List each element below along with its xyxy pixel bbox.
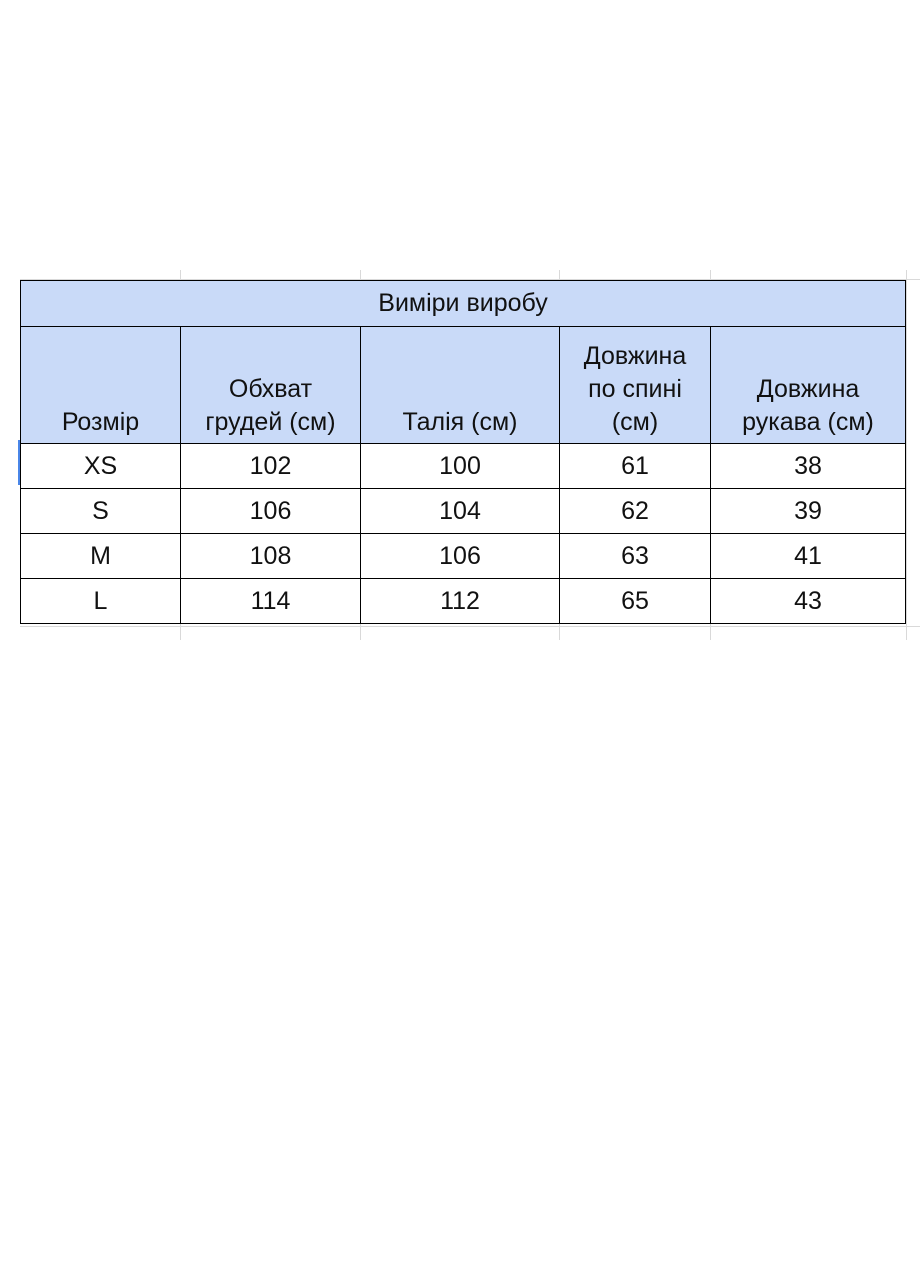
cell-sleeve-length[interactable]: 39 [711,489,906,534]
cell-size[interactable]: M [21,534,181,579]
header-label-line: Обхват [228,375,313,403]
cell-waist[interactable]: 106 [361,534,560,579]
cell-chest[interactable]: 102 [181,444,361,489]
header-back-length[interactable] [560,327,711,444]
cell-sleeve-length[interactable]: 41 [711,534,906,579]
cell-back-length[interactable]: 65 [560,579,711,624]
header-label-line: (см) [611,408,659,436]
size-chart-table [20,280,906,624]
cell-back-length[interactable]: 62 [560,489,711,534]
header-label-line: Талія (см) [402,408,518,436]
table-title[interactable]: Виміри виробу [21,281,906,327]
header-label-line: Довжина [756,375,860,403]
header-label-line: грудей (см) [205,408,336,436]
header-label-line: по спині [588,375,682,403]
table-row [21,579,906,624]
header-chest[interactable] [181,327,361,444]
cell-back-length[interactable]: 63 [560,534,711,579]
cell-size[interactable]: S [21,489,181,534]
cell-waist[interactable]: 104 [361,489,560,534]
cell-back-length[interactable]: 61 [560,444,711,489]
cell-sleeve-length[interactable]: 43 [711,579,906,624]
header-label-line: Розмір [61,408,140,436]
cell-size[interactable]: L [21,579,181,624]
cell-chest[interactable]: 114 [181,579,361,624]
cell-chest[interactable]: 106 [181,489,361,534]
header-sleeve-length[interactable] [711,327,906,444]
header-label-line: Довжина [583,342,687,370]
cell-chest[interactable]: 108 [181,534,361,579]
table-header-row [21,327,906,444]
header-label-line: рукава (см) [742,408,874,436]
header-size[interactable] [21,327,181,444]
cell-size[interactable]: XS [21,444,181,489]
table-title-row [21,281,906,327]
sheet-gridline [20,626,920,627]
sheet-gridline [906,270,907,640]
table-row [21,534,906,579]
table-row [21,489,906,534]
header-waist[interactable] [361,327,560,444]
cell-waist[interactable]: 100 [361,444,560,489]
cell-waist[interactable]: 112 [361,579,560,624]
cell-sleeve-length[interactable]: 38 [711,444,906,489]
table-body [21,444,906,624]
table-row [21,444,906,489]
